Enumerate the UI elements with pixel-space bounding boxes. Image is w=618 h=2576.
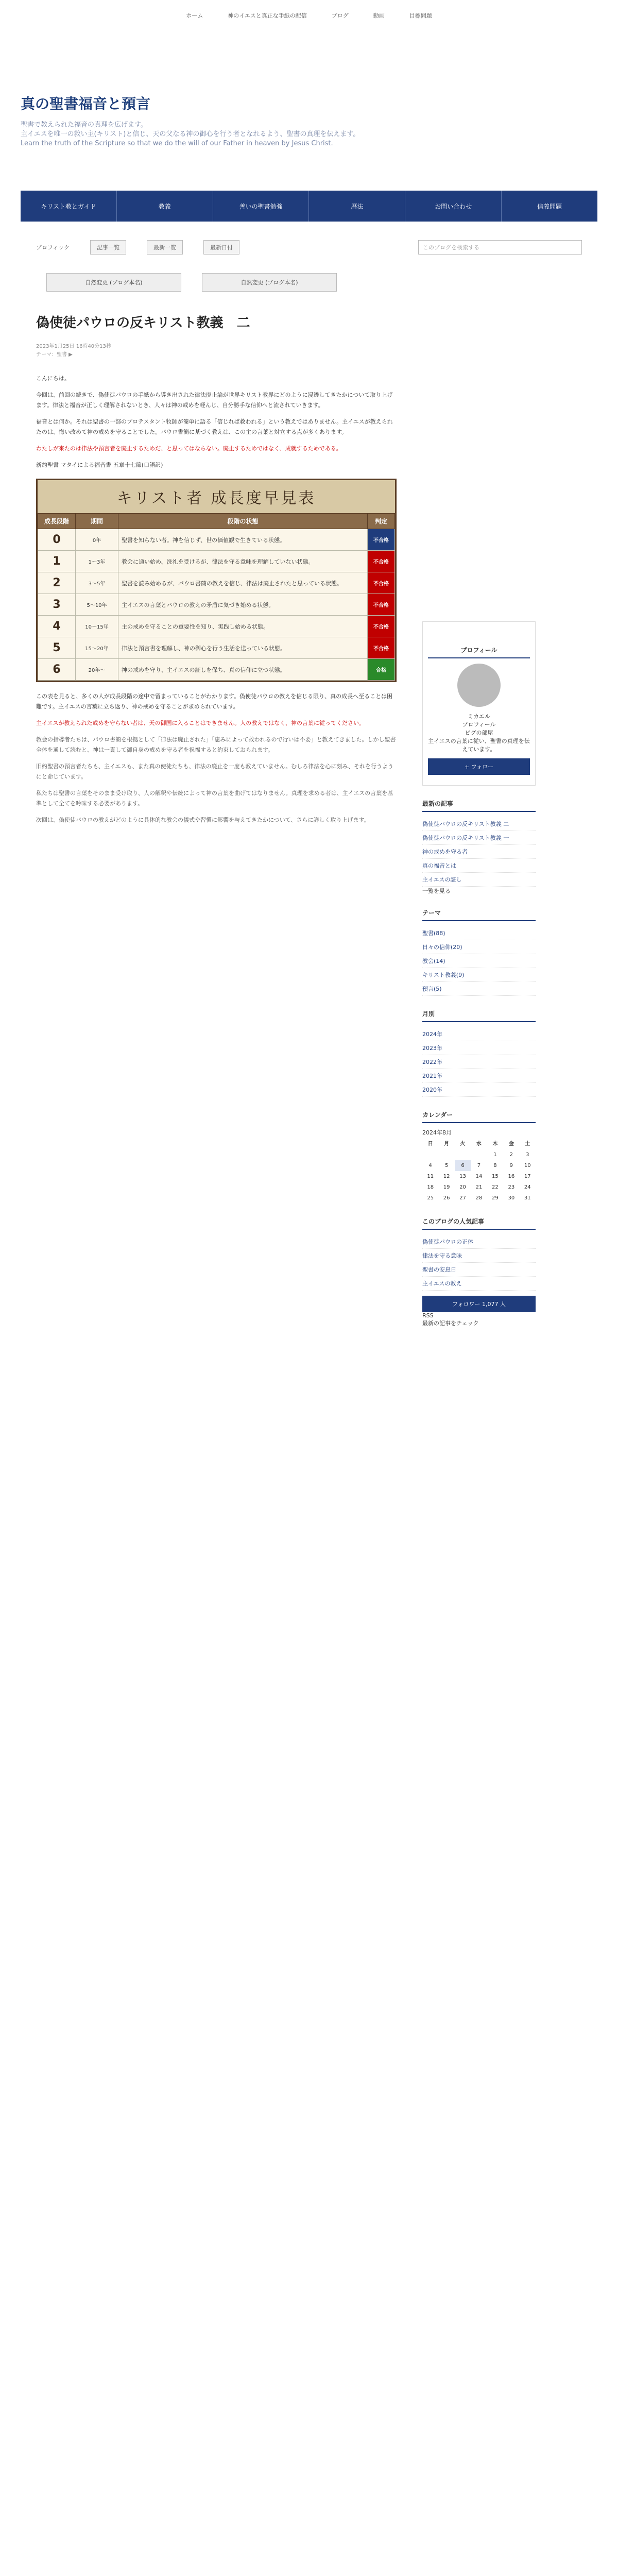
chart-tag: 不合格 xyxy=(368,594,395,616)
recent-item[interactable]: 偽使徒パウロの反キリスト教義 一 xyxy=(422,831,536,845)
chart-period: 5～10年 xyxy=(76,594,118,616)
body-after-chart: この表を見ると、多くの人が成長段階の途中で留まっていることがわかります。偽使徒パウロの教えを信じる限り、真の成長へ至ることは困難です。主イエスの言葉に立ち返り、神の戒めを守ることが求められています。 xyxy=(36,693,393,710)
follow-count-button[interactable]: フォロワー 1,077 人 xyxy=(422,1296,536,1312)
red-paragraph: 主イエスが教えられた戒めを守らない者は、天の御国に入ることはできません。人の教えではなく、神の言葉に従ってください。 xyxy=(36,720,365,726)
sidebar xyxy=(422,312,536,1327)
chart-period: 0年 xyxy=(76,529,118,551)
calendar-date[interactable]: 17 xyxy=(524,1174,531,1179)
chart-tag: 不合格 xyxy=(368,637,395,659)
site-subtitle-1: 聖書で教えられた福音の真理を広げます。 xyxy=(21,121,147,129)
chart-tag: 不合格 xyxy=(368,529,395,551)
verse-ref: 新約聖書 マタイによる福音書 五章十七節(口語訳) xyxy=(36,462,163,468)
calendar-date[interactable]: 11 xyxy=(427,1174,434,1179)
chart-stage: 1 xyxy=(38,551,76,572)
chart-period: 20年～ xyxy=(76,659,118,681)
calendar-date[interactable]: 6 xyxy=(455,1160,471,1171)
calendar-table xyxy=(422,1137,536,1204)
article xyxy=(36,312,397,1327)
topnav-issues[interactable]: 目標問題 xyxy=(409,12,432,19)
calendar-date[interactable]: 29 xyxy=(492,1195,499,1201)
pig-room-link[interactable]: ピグの部屋 xyxy=(465,730,493,736)
chart-text: 主の戒めを守ることの重要性を知り、実践し始める状態。 xyxy=(118,616,368,637)
calendar-date[interactable]: 21 xyxy=(475,1184,483,1190)
calendar-date[interactable]: 9 xyxy=(509,1163,513,1168)
calendar-date[interactable]: 19 xyxy=(443,1184,450,1190)
body-paragraph: 次回は、偽使徒パウロの教えがどのように具体的な教会の儀式や習慣に影響を与えてきたかについて、さらに詳しく取り上げます。 xyxy=(36,817,370,823)
calendar-date[interactable]: 2 xyxy=(509,1152,513,1158)
follow-button-2[interactable]: 自然変更 (ブログ本名) xyxy=(202,273,337,292)
rss-desc: 最新の記事をチェック xyxy=(422,1320,479,1327)
article-body xyxy=(36,735,397,825)
chart-row xyxy=(38,594,395,616)
calendar-date[interactable]: 18 xyxy=(427,1184,434,1190)
nav-study[interactable]: 善いの聖書勉強 xyxy=(213,191,310,222)
calendar-day-header: 月 xyxy=(444,1141,450,1147)
calendar-date[interactable]: 24 xyxy=(524,1184,531,1190)
calendar-day-header: 火 xyxy=(460,1141,466,1147)
topnav-blog[interactable]: ブログ xyxy=(331,12,349,19)
calendar-day-header: 水 xyxy=(476,1141,482,1147)
archive-item[interactable]: 2022年 xyxy=(422,1055,536,1069)
calendar-date[interactable]: 27 xyxy=(459,1195,466,1201)
calendar-date xyxy=(471,1149,487,1160)
popular-item[interactable]: 偽使徒パウロの正体 xyxy=(422,1235,536,1249)
body-paragraph: 旧約聖書の預言者たちも、主イエスも、また真の使徒たちも、律法の廃止を一度も教えていません。むしろ律法を心に刻み、それを行うようにと命じています。 xyxy=(36,763,393,780)
nav-faith[interactable]: 信義問題 xyxy=(537,202,562,210)
chart-tag: 不合格 xyxy=(368,616,395,637)
nav-guide[interactable]: キリスト教とガイド xyxy=(21,191,117,222)
calendar-day-header: 金 xyxy=(508,1141,514,1147)
rss-link[interactable]: RSS xyxy=(422,1312,434,1319)
calendar-day-header: 木 xyxy=(492,1141,498,1147)
chart-stage: 6 xyxy=(38,659,76,681)
calendar-date[interactable]: 1 xyxy=(493,1152,497,1158)
archive-list xyxy=(422,1027,536,1097)
calendar-date[interactable]: 8 xyxy=(493,1163,497,1168)
profile-heading: プロフィール xyxy=(428,646,530,658)
calendar-date[interactable]: 3 xyxy=(526,1152,529,1158)
calendar-date[interactable]: 13 xyxy=(459,1174,466,1179)
header-period: 期間 xyxy=(76,514,118,529)
calendar-date[interactable]: 10 xyxy=(524,1163,531,1168)
calendar-date[interactable]: 4 xyxy=(428,1163,432,1168)
calendar-month: 2024年8月 xyxy=(422,1129,452,1136)
latest-button[interactable]: 最新一覧 xyxy=(147,240,183,255)
main-nav xyxy=(21,191,597,222)
popular-item[interactable]: 聖書の安息日 xyxy=(422,1263,536,1277)
chart-text: 聖書を読み始めるが、パウロ書簡の教えを信じ、律法は廃止されたと思っている状態。 xyxy=(118,572,368,594)
popular-heading: このブログの人気記事 xyxy=(422,1217,536,1230)
chart-header-row xyxy=(38,514,395,529)
calendar-date[interactable]: 12 xyxy=(443,1174,450,1179)
site-subtitle-2: 主イエスを唯一の救い主(キリスト)と信じ、天の父なる神の御心を行う者となれるよう、聖書の真理を伝えます。 xyxy=(21,130,360,138)
calendar-week xyxy=(422,1193,536,1204)
chart-row xyxy=(38,637,395,659)
chart-row xyxy=(38,551,395,572)
chart-text: 主イエスの言葉とパウロの教えの矛盾に気づき始める状態。 xyxy=(118,594,368,616)
chart-stage: 5 xyxy=(38,637,76,659)
follow-button-1[interactable]: 自然変更 (ブログ本名) xyxy=(46,273,181,292)
recent-item[interactable]: 真の福音とは xyxy=(422,859,536,873)
site-title[interactable]: 真の聖書福音と預言 xyxy=(21,95,151,112)
calendar-date[interactable]: 28 xyxy=(475,1195,483,1201)
calendar-date[interactable]: 25 xyxy=(427,1195,434,1201)
growth-chart xyxy=(36,479,397,682)
chart-title: キリスト者 成長度早見表 xyxy=(38,480,395,513)
follow-bar xyxy=(46,273,618,292)
profile-link[interactable]: プロフィール xyxy=(462,721,496,728)
calendar-date[interactable]: 30 xyxy=(508,1195,515,1201)
topnav-video[interactable]: 動画 xyxy=(373,12,385,19)
calendar-date xyxy=(422,1149,438,1160)
recent-more[interactable]: 一覧を見る xyxy=(422,888,451,894)
calendar-heading: カレンダー xyxy=(422,1110,536,1123)
nav-contact[interactable]: お問い合わせ xyxy=(405,191,502,222)
profile-name[interactable]: ミカエル xyxy=(468,713,490,720)
popular-list xyxy=(422,1235,536,1291)
chart-stage: 4 xyxy=(38,616,76,637)
theme-item[interactable]: 預言(5) xyxy=(422,982,536,996)
recent-item[interactable]: 神の戒めを守る者 xyxy=(422,845,536,859)
chart-period: 1～3年 xyxy=(76,551,118,572)
body-paragraph: 教会の指導者たちは、パウロ書簡を根拠として「律法は廃止された」「恵みによって救われるので行いは不要」と教えてきました。しかし聖書全体を通して読むと、神は一貫して御自身の戒めを守る者を祝福すると約束しておられます。 xyxy=(36,736,396,753)
theme-item[interactable]: 聖書(88) xyxy=(422,926,536,940)
archive-item[interactable]: 2020年 xyxy=(422,1083,536,1097)
theme-list xyxy=(422,926,536,996)
chart-tag: 不合格 xyxy=(368,572,395,594)
article-meta xyxy=(36,343,397,359)
archive-item[interactable]: 2024年 xyxy=(422,1027,536,1041)
calendar-date[interactable]: 22 xyxy=(492,1184,499,1190)
theme-item[interactable]: キリスト教義(9) xyxy=(422,968,536,982)
chart-row xyxy=(38,572,395,594)
calendar-week xyxy=(422,1171,536,1182)
chart-text: 律法と預言書を理解し、神の御心を行う生活を送っている状態。 xyxy=(118,637,368,659)
article-theme[interactable]: テーマ：聖書 ▶ xyxy=(36,352,73,358)
recent-heading: 最新の記事 xyxy=(422,799,536,812)
chart-tag: 不合格 xyxy=(368,551,395,572)
chart-row xyxy=(38,659,395,681)
toolbar xyxy=(36,237,582,258)
chart-row xyxy=(38,616,395,637)
recent-item[interactable]: 主イエスの証し xyxy=(422,873,536,887)
chart-row xyxy=(38,529,395,551)
chart-stage: 2 xyxy=(38,572,76,594)
chart-period: 3～5年 xyxy=(76,572,118,594)
calendar-date[interactable]: 23 xyxy=(508,1184,515,1190)
chart-text: 神の戒めを守り、主イエスの証しを保ち、真の信仰に立つ状態。 xyxy=(118,659,368,681)
intro-paragraph-1: 今回は、前回の続きで、偽使徒パウロの手紙から導き出された律法廃止論が世界キリスト教界にどのように浸透してきたかについて取り上げます。律法と福音が正しく理解されないとき、人々は神の戒めを軽んじ、自分勝手な信仰へと流されていきます。 xyxy=(36,392,393,409)
avatar[interactable] xyxy=(457,664,501,707)
calendar-date[interactable]: 16 xyxy=(508,1174,515,1179)
profile-card xyxy=(422,621,536,786)
chart-period: 10～15年 xyxy=(76,616,118,637)
calendar-week xyxy=(422,1160,536,1171)
search-input[interactable] xyxy=(418,240,582,255)
calendar-date xyxy=(455,1149,471,1160)
date-button[interactable]: 最新日付 xyxy=(203,240,239,255)
chart-stage: 0 xyxy=(38,529,76,551)
calendar-date[interactable]: 20 xyxy=(459,1184,466,1190)
calendar-date xyxy=(438,1149,454,1160)
recent-list xyxy=(422,817,536,887)
article-title[interactable]: 偽使徒パウロの反キリスト教義 二 xyxy=(36,315,250,331)
list-button[interactable]: 記事一覧 xyxy=(90,240,126,255)
calendar-week xyxy=(422,1182,536,1193)
calendar-date[interactable]: 5 xyxy=(444,1163,449,1168)
chart-tag: 合格 xyxy=(368,659,395,681)
profile-desc: 主イエスの言葉に従い、聖書の真理を伝えています。 xyxy=(428,738,530,753)
popular-item[interactable]: 主イエスの教え xyxy=(422,1277,536,1291)
site-header xyxy=(0,31,618,170)
search-placeholder: このブログを検索する xyxy=(423,244,479,251)
profile-link[interactable]: プロフィック xyxy=(36,244,70,251)
follow-button[interactable]: + フォロー xyxy=(428,758,530,775)
calendar-date[interactable]: 26 xyxy=(443,1195,450,1201)
theme-heading: テーマ xyxy=(422,908,536,921)
topnav-home[interactable]: ホーム xyxy=(186,12,203,19)
nav-doctrine[interactable]: 教義 xyxy=(117,191,213,222)
greeting: こんにちは。 xyxy=(36,375,70,382)
red-quote: わたしが来たのは律法や預言者を廃止するためだ、と思ってはならない。廃止するためではなく、成就するためである。 xyxy=(36,445,342,452)
site-subtitle-3: Learn the truth of the Scripture so that we do the will of our Father in heaven by Jesus Christ. xyxy=(21,140,333,147)
chart-text: 教会に通い始め、洗礼を受けるが、律法を守る意味を理解していない状態。 xyxy=(118,551,368,572)
header-stage: 成長段階 xyxy=(38,514,76,529)
calendar-date[interactable]: 31 xyxy=(524,1195,531,1201)
calendar xyxy=(422,1110,536,1204)
calendar-day-header: 土 xyxy=(525,1141,530,1147)
calendar-date[interactable]: 14 xyxy=(475,1174,483,1179)
archive-item[interactable]: 2023年 xyxy=(422,1041,536,1055)
archive-heading: 月別 xyxy=(422,1009,536,1022)
article-date: 2023年1月25日 16時40分13秒 xyxy=(36,344,111,349)
header-judge: 判定 xyxy=(368,514,395,529)
archive-item[interactable]: 2021年 xyxy=(422,1069,536,1083)
intro-paragraph-2: 福音とは何か。それは聖書の一部のプロテスタント牧師が簡単に語る「信じれば救われる」という教えではありません。主イエスが教えられたのは、悔い改めて神の戒めを守ることでした。パウロ書簡に基づく教えは、この主の言葉と対立する点が多くあります。 xyxy=(36,418,393,435)
topnav-letters[interactable]: 神のイエスと真正な手紙の配信 xyxy=(228,12,307,19)
theme-item[interactable]: 教会(14) xyxy=(422,954,536,968)
theme-item[interactable]: 日々の信仰(20) xyxy=(422,940,536,954)
content-layout xyxy=(36,312,597,1327)
calendar-day-header: 日 xyxy=(427,1141,433,1147)
chart-stage: 3 xyxy=(38,594,76,616)
top-nav xyxy=(0,0,618,31)
body-paragraph: 私たちは聖書の言葉をそのまま受け取り、人の解釈や伝統によって神の言葉を曲げてはなりません。真理を求める者は、主イエスの言葉を基準として全てを吟味する必要があります。 xyxy=(36,790,393,807)
calendar-date[interactable]: 15 xyxy=(492,1174,499,1179)
popular-item[interactable]: 律法を守る意味 xyxy=(422,1249,536,1263)
calendar-week xyxy=(422,1149,536,1160)
calendar-date[interactable]: 7 xyxy=(477,1163,481,1168)
header-state: 段階の状態 xyxy=(118,514,368,529)
chart-period: 15～20年 xyxy=(76,637,118,659)
chart-table xyxy=(38,513,395,681)
recent-item[interactable]: 偽使徒パウロの反キリスト教義 二 xyxy=(422,817,536,831)
nav-calendar[interactable]: 暦法 xyxy=(309,191,405,222)
chart-text: 聖書を知らない者。神を信じず、世の価値観で生きている状態。 xyxy=(118,529,368,551)
